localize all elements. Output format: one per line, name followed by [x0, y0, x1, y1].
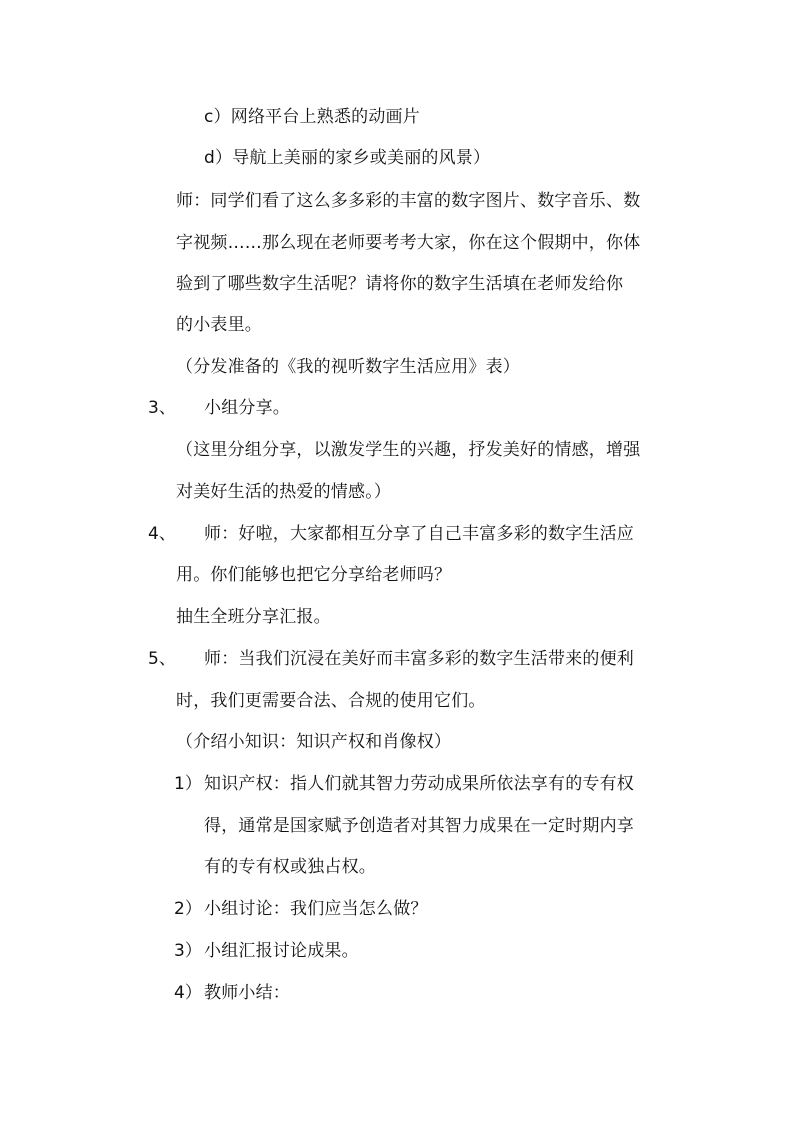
sub-item-number-3: 3） — [174, 941, 202, 961]
paragraph-line: 字视频……那么现在老师要考考大家，你在这个假期中，你体 — [176, 233, 641, 253]
sub-item-number-4: 4） — [174, 983, 202, 1003]
sub-item-number-1: 1） — [174, 774, 202, 794]
paragraph-line: 的小表里。 — [176, 315, 262, 335]
sub-item-text-4: 教师小结： — [204, 983, 290, 1003]
step-text-3: 小组分享。 — [204, 398, 290, 418]
sub-item-text-1: 知识产权：指人们就其智力劳动成果所依法享有的专有权 — [204, 774, 634, 794]
sub-item-text-1-cont: 有的专有权或独占权。 — [204, 857, 376, 877]
list-item-c: c）网络平台上熟悉的动画片 — [204, 107, 420, 127]
paragraph-line: 师：同学们看了这么多多彩的丰富的数字图片、数字音乐、数 — [176, 191, 641, 211]
paragraph-line: 抽生全班分享汇报。 — [176, 607, 331, 627]
paragraph-line: 验到了哪些数字生活呢？请将你的数字生活填在老师发给你 — [176, 274, 624, 294]
paragraph-line: （分发准备的《我的视听数字生活应用》表） — [176, 357, 520, 377]
step-number-4: 4、 — [148, 524, 176, 544]
paragraph-line: （这里分组分享，以激发学生的兴趣，抒发美好的情感，增强 — [176, 440, 641, 460]
step-text-5: 师：当我们沉浸在美好而丰富多彩的数字生活带来的便利 — [204, 649, 634, 669]
paragraph-line: 对美好生活的热爱的情感。） — [176, 482, 392, 502]
step-number-3: 3、 — [148, 398, 176, 418]
paragraph-line: （介绍小知识：知识产权和肖像权） — [176, 732, 452, 752]
sub-item-number-2: 2） — [174, 899, 202, 919]
sub-item-text-3: 小组汇报讨论成果。 — [204, 941, 359, 961]
paragraph-line: 用。你们能够也把它分享给老师吗？ — [176, 565, 452, 585]
step-text-4: 师：好啦，大家都相互分享了自己丰富多彩的数字生活应 — [204, 524, 634, 544]
step-number-5: 5、 — [148, 649, 176, 669]
paragraph-line: 时，我们更需要合法、合规的使用它们。 — [176, 691, 486, 711]
list-item-d: d）导航上美丽的家乡或美丽的风景） — [204, 148, 491, 168]
sub-item-text-2: 小组讨论：我们应当怎么做？ — [204, 899, 428, 919]
sub-item-text-1-cont: 得，通常是国家赋予创造者对其智力成果在一定时期内享 — [204, 816, 634, 836]
